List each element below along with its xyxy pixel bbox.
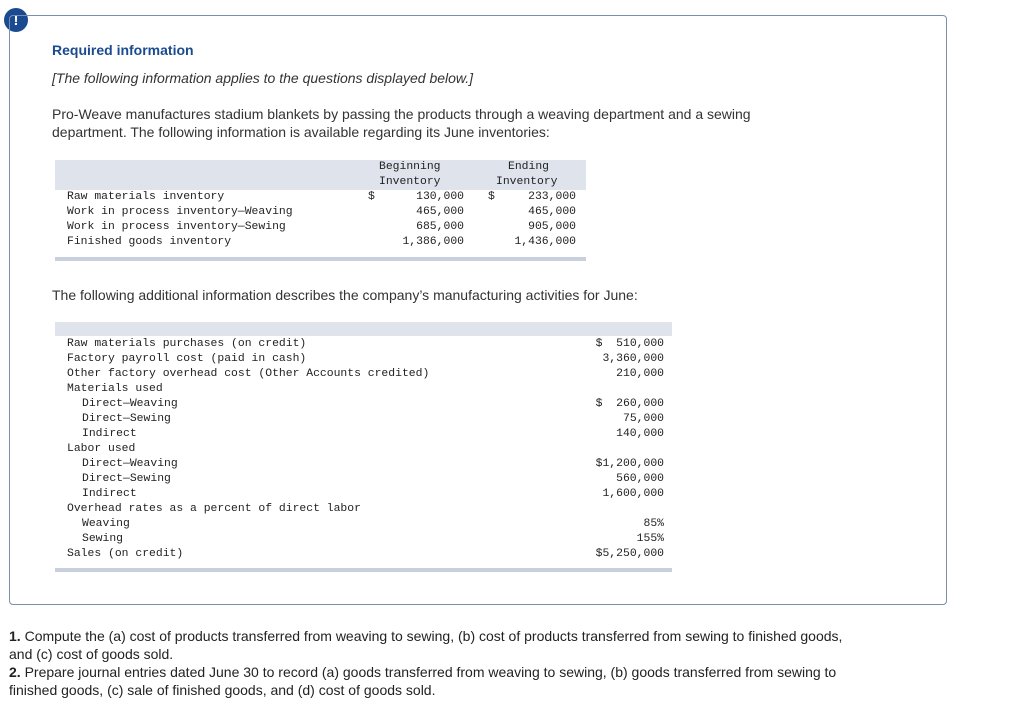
- inventory-row-begin-sign: $: [368, 191, 375, 203]
- activity-row-label: Materials used: [67, 383, 163, 395]
- inventory-table-bottom-rule: [55, 257, 586, 261]
- activity-row-label: Labor used: [67, 443, 136, 455]
- inventory-row-beginning-value: 685,000: [416, 221, 464, 233]
- question-1-line1: Compute the (a) cost of products transferred from weaving to sewing, (b) cost of products transferred from sewing to finished goods,: [20, 628, 843, 644]
- activity-row-label: Raw materials purchases (on credit): [67, 338, 307, 350]
- inventory-row-label: Work in process inventory—Weaving: [67, 206, 293, 218]
- activity-table-bottom-rule: [55, 568, 672, 572]
- exclamation-icon: !: [4, 8, 28, 32]
- question-1-line2: and (c) cost of goods sold.: [9, 646, 174, 662]
- activity-row-label: Factory payroll cost (paid in cash): [67, 353, 307, 365]
- inventory-row-beginning-value: 1,386,000: [402, 236, 464, 248]
- activity-row-label: Sales (on credit): [67, 548, 184, 560]
- col-ending-line1: Ending: [508, 161, 550, 173]
- activity-row-value: $ 510,000: [595, 338, 664, 350]
- question-2-line2: finished goods, (c) sale of finished goods, and (d) cost of goods sold.: [9, 682, 436, 698]
- question-2-line1: Prepare journal entries dated June 30 to record (a) goods transferred from weaving to sewing, (b) goods transferred from sewing to: [20, 664, 837, 680]
- activity-row-value: 210,000: [616, 368, 664, 380]
- activity-row-label: Overhead rates as a percent of direct labor: [67, 503, 361, 515]
- activity-row-value: 140,000: [616, 428, 664, 440]
- inventory-row-label: Finished goods inventory: [67, 236, 232, 248]
- question-1-number: 1.: [9, 628, 21, 644]
- col-ending-line2: Inventory: [496, 176, 558, 188]
- activity-row-label: Direct—Weaving: [82, 458, 178, 470]
- activity-row-value: 3,360,000: [602, 353, 664, 365]
- activity-row-value: 75,000: [622, 413, 664, 425]
- activity-row-label: Direct—Weaving: [82, 398, 178, 410]
- intro-line-2: department. The following information is available regarding its June inventories:: [52, 124, 550, 140]
- intro-paragraph: [52, 105, 872, 141]
- col-beginning-line2: Inventory: [379, 176, 441, 188]
- activity-row-value: 1,600,000: [602, 488, 664, 500]
- activity-row-value: 85%: [643, 518, 664, 530]
- intro-line-1: Pro-Weave manufactures stadium blankets by passing the products through a weaving department and a sewing: [52, 106, 751, 122]
- activity-table: [55, 322, 672, 574]
- question-2-number: 2.: [9, 664, 21, 680]
- activity-row-label: Sewing: [82, 533, 124, 545]
- col-beginning-line1: Beginning: [379, 161, 441, 173]
- activity-row-label: Other factory overhead cost (Other Accounts credited): [67, 368, 430, 380]
- activity-row-value: 155%: [636, 533, 664, 545]
- inventory-row-ending-value: 1,436,000: [514, 236, 576, 248]
- question-1: [9, 627, 1009, 663]
- info-note: [The following information applies to the questions displayed below.]: [52, 70, 474, 86]
- inventory-row-beginning-value: 465,000: [416, 206, 464, 218]
- additional-info-text: The following additional information describes the company’s manufacturing activities for June:: [52, 287, 638, 303]
- inventory-row-label: Work in process inventory—Sewing: [67, 221, 286, 233]
- activity-row-value: $ 260,000: [595, 398, 664, 410]
- inventory-row-beginning-value: 130,000: [416, 191, 464, 203]
- inventory-row-end-sign: $: [488, 191, 495, 203]
- activity-row-label: Indirect: [82, 428, 137, 440]
- required-info-title: Required information: [52, 42, 194, 58]
- activity-row-label: Direct—Sewing: [82, 413, 171, 425]
- question-2: [9, 663, 1009, 699]
- inventory-row-ending-value: 905,000: [528, 221, 576, 233]
- activity-table-header-band: [55, 322, 672, 336]
- activity-row-label: Direct—Sewing: [82, 473, 171, 485]
- activity-row-label: Weaving: [82, 518, 130, 530]
- inventory-row-ending-value: 465,000: [528, 206, 576, 218]
- inventory-table: [55, 160, 586, 262]
- activity-row-value: $5,250,000: [595, 548, 664, 560]
- inventory-row-ending-value: 233,000: [528, 191, 576, 203]
- activity-row-value: $1,200,000: [595, 458, 664, 470]
- activity-row-label: Indirect: [82, 488, 137, 500]
- activity-row-value: 560,000: [616, 473, 664, 485]
- inventory-row-label: Raw materials inventory: [67, 191, 225, 203]
